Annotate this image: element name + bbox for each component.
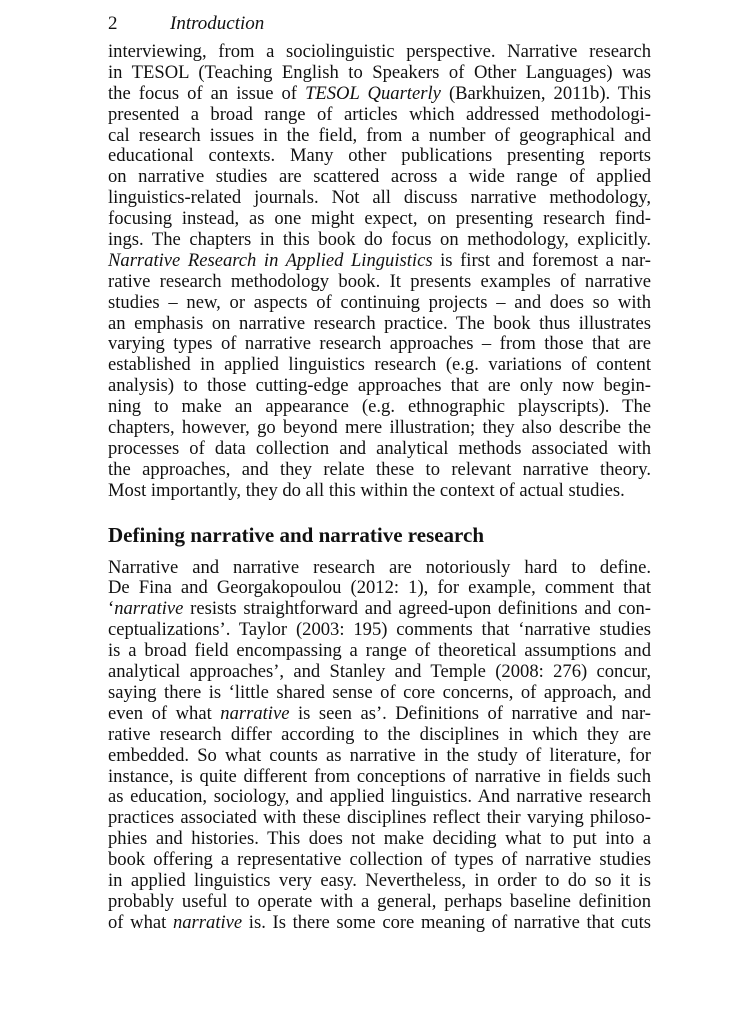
text-line xyxy=(108,746,651,767)
italic-text: TESOL Quarterly xyxy=(305,82,441,104)
text-segment: cal research issues in the field, from a number of geographical and xyxy=(108,124,651,146)
text-line xyxy=(108,334,651,355)
text-line xyxy=(108,63,651,84)
text-segment: analysis) to those cutting-edge approaches that are only now begin- xyxy=(108,375,651,397)
body-paragraph-2 xyxy=(108,558,651,934)
body-paragraph-1 xyxy=(108,42,651,502)
text-line xyxy=(108,397,651,418)
text-line xyxy=(108,850,651,871)
text-segment: rative research differ according to the disciplines in which they are xyxy=(108,723,651,745)
text-segment: rative research methodology book. It presents examples of narrative xyxy=(108,270,651,292)
text-segment: educational contexts. Many other publications presenting reports xyxy=(108,145,651,167)
running-head-title: Introduction xyxy=(170,13,265,34)
text-line xyxy=(108,599,651,620)
text-line xyxy=(108,620,651,641)
text-segment: focusing instead, as one might expect, on presenting research find- xyxy=(108,208,651,230)
text-segment: ning to make an appearance (e.g. ethnographic playscripts). The xyxy=(108,396,651,418)
text-segment: analytical approaches’, and Stanley and Temple (2008: 276) concur, xyxy=(108,661,651,683)
text-segment: ceptualizations’. Taylor (2003: 195) comments that ‘narrative studies xyxy=(108,619,651,641)
text-segment: is seen as’. Definitions of narrative and nar- xyxy=(289,702,651,724)
text-segment: embedded. So what counts as narrative in the study of literature, for xyxy=(108,744,651,766)
page-number: 2 xyxy=(108,13,118,34)
text-segment: (Barkhuizen, 2011b). This xyxy=(440,82,651,104)
text-line xyxy=(108,787,651,808)
text-segment: of what xyxy=(108,911,173,933)
text-segment: the focus of an issue of xyxy=(108,82,306,104)
text-segment: De Fina and Georgakopoulou (2012: 1), for example, comment that xyxy=(108,577,651,599)
section-heading: Defining narrative and narrative research xyxy=(108,522,485,547)
text-segment: is a broad field encompassing a range of theoretical assumptions and xyxy=(108,640,651,662)
text-line xyxy=(108,84,651,105)
text-line xyxy=(108,418,651,439)
text-line xyxy=(108,167,651,188)
text-line xyxy=(108,251,651,272)
text-line xyxy=(108,683,651,704)
text-segment: Narrative and narrative research are notoriously hard to define. xyxy=(108,556,651,578)
text-segment: resists straightforward and agreed-upon definitions and con- xyxy=(183,598,651,620)
text-segment: established in applied linguistics research (e.g. variations of content xyxy=(108,354,651,376)
text-segment: processes of data collection and analytical methods associated with xyxy=(108,437,651,459)
text-segment: an emphasis on narrative research practice. The book thus illustrates xyxy=(108,312,651,334)
text-segment: even of what xyxy=(108,702,221,724)
text-line xyxy=(108,209,651,230)
text-line xyxy=(108,376,651,397)
text-segment: in TESOL (Teaching English to Speakers of Other Languages) was xyxy=(108,61,651,83)
text-segment: on narrative studies are scattered across a wide range of applied xyxy=(108,166,651,188)
text-line xyxy=(108,829,651,850)
text-segment: book offering a representative collection of types of narrative studies xyxy=(108,849,651,871)
text-segment: instance, is quite different from conceptions of narrative in fields such xyxy=(108,765,651,787)
text-line xyxy=(108,578,651,599)
text-segment: studies – new, or aspects of continuing projects – and does so with xyxy=(108,291,651,313)
text-segment: varying types of narrative research approaches – from those that are xyxy=(108,333,651,355)
text-line xyxy=(108,126,651,147)
text-line xyxy=(108,105,651,126)
text-segment: interviewing, from a sociolinguistic perspective. Narrative research xyxy=(108,41,651,62)
text-segment: ‘ xyxy=(108,598,115,620)
text-line xyxy=(108,439,651,460)
text-segment: saying there is ‘little shared sense of core concerns, of approach, and xyxy=(108,681,651,703)
running-head xyxy=(108,12,651,42)
text-line xyxy=(108,460,651,481)
italic-text: narrative xyxy=(220,702,290,724)
text-segment: chapters, however, go beyond mere illustration; they also describe the xyxy=(108,417,651,439)
text-segment: in applied linguistics very easy. Nevertheless, in order to do so it is xyxy=(108,869,651,891)
text-line xyxy=(108,641,651,662)
italic-text: Narrative Research in Applied Linguistics xyxy=(108,249,433,271)
text-line xyxy=(108,871,651,892)
text-segment: phies and histories. This does not make deciding what to put into a xyxy=(108,828,651,850)
text-line xyxy=(108,892,651,913)
book-page xyxy=(108,12,651,934)
text-segment: presented a broad range of articles which addressed methodologi- xyxy=(108,103,651,125)
text-segment: as education, sociology, and applied linguistics. And narrative research xyxy=(108,786,651,808)
text-line xyxy=(108,481,651,502)
text-line xyxy=(108,725,651,746)
text-line xyxy=(108,355,651,376)
text-line xyxy=(108,314,651,335)
text-line xyxy=(108,293,651,314)
text-line xyxy=(108,558,651,579)
text-segment: is first and foremost a nar- xyxy=(432,249,651,271)
text-segment: linguistics-related journals. Not all discuss narrative methodology, xyxy=(108,187,651,209)
text-segment: the approaches, and they relate these to relevant narrative theory. xyxy=(108,458,651,480)
text-line xyxy=(108,808,651,829)
text-line xyxy=(108,272,651,293)
text-line xyxy=(108,913,651,934)
text-line xyxy=(108,188,651,209)
text-line xyxy=(108,230,651,251)
text-line xyxy=(108,662,651,683)
text-segment: practices associated with these disciplines reflect their varying philoso- xyxy=(108,807,651,829)
text-line xyxy=(108,704,651,725)
italic-text: narrative xyxy=(172,911,243,933)
text-segment: Most importantly, they do all this within the context of actual studies. xyxy=(108,479,625,501)
italic-text: narrative xyxy=(114,598,184,620)
text-line xyxy=(108,42,651,63)
text-line xyxy=(108,767,651,788)
text-segment: is. Is there some core meaning of narrative that cuts xyxy=(242,911,652,933)
text-segment: probably useful to operate with a general, perhaps baseline definition xyxy=(108,890,651,912)
text-line xyxy=(108,146,651,167)
text-segment: ings. The chapters in this book do focus on methodology, explicitly. xyxy=(108,229,651,251)
